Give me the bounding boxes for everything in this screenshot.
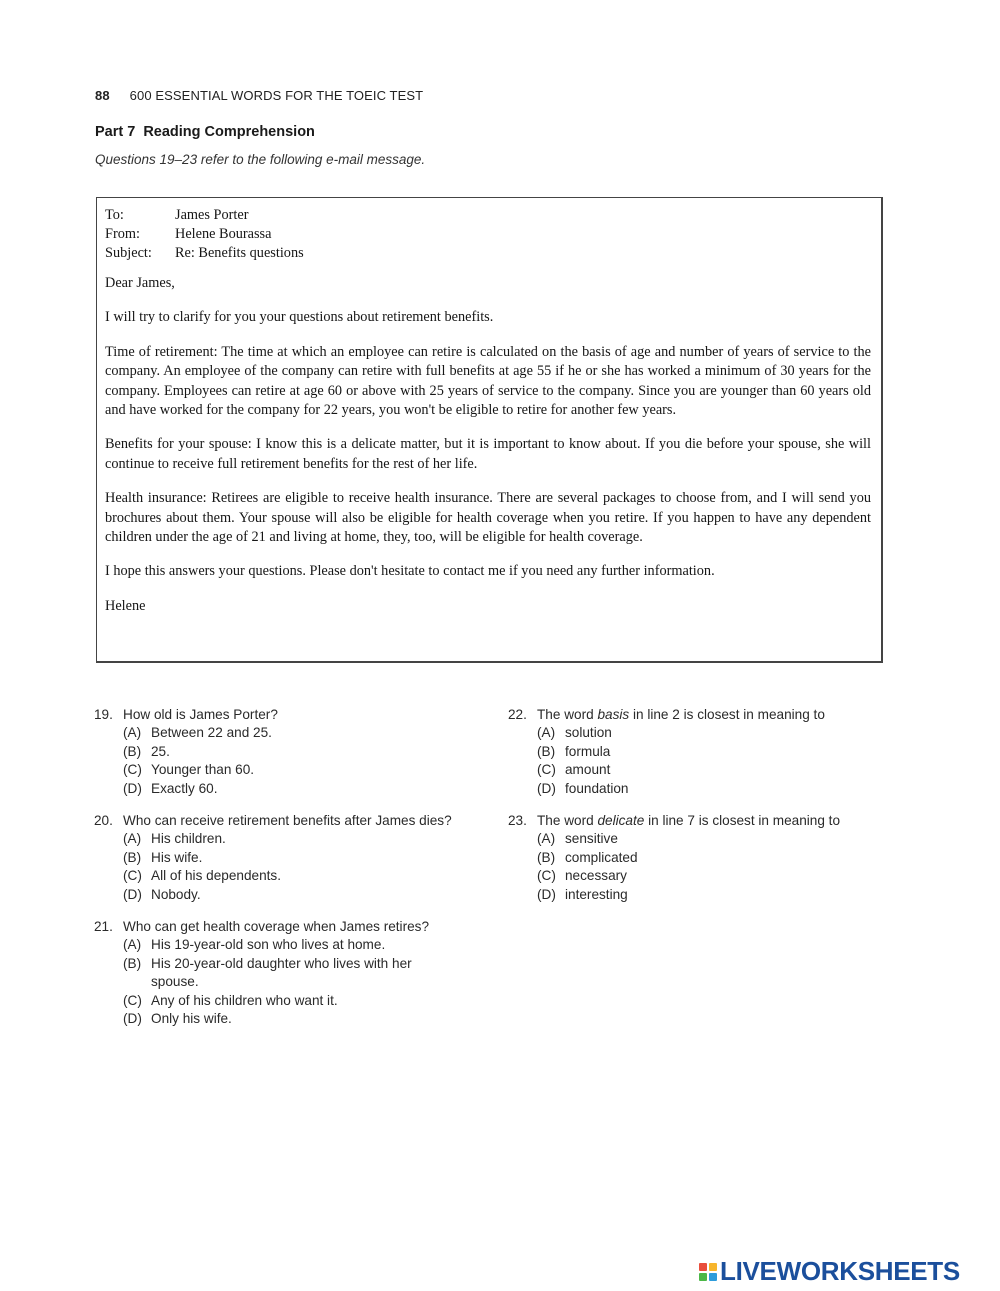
answer-option[interactable] (123, 955, 463, 992)
logo-mark-icon (699, 1263, 717, 1281)
email-from-label: From: (105, 226, 140, 242)
liveworksheets-logo[interactable] (699, 1256, 960, 1287)
question-19 (94, 706, 484, 798)
question-text: The word delicate in line 7 is closest in meaning to (537, 813, 841, 829)
option-text: All of his dependents. (151, 868, 281, 884)
questions-right-column (508, 706, 908, 918)
option-letter: (A) (123, 831, 142, 847)
email-subject-row (105, 244, 871, 263)
question-20 (94, 812, 484, 904)
email-paragraph: I will try to clarify for you your questions about retirement benefits. (105, 309, 494, 326)
question-text: How old is James Porter? (123, 707, 278, 722)
option-text: foundation (565, 780, 629, 796)
answer-option[interactable] (123, 830, 484, 848)
email-from-value: Helene Bourassa (175, 226, 272, 242)
answer-option[interactable] (123, 867, 484, 885)
question-number: 22. (508, 707, 527, 722)
answer-option[interactable] (123, 849, 484, 867)
email-subject-label: Subject: (105, 245, 152, 261)
option-letter: (D) (123, 1011, 142, 1027)
option-letter: (C) (123, 762, 142, 778)
option-text: necessary (565, 868, 627, 884)
email-to-label: To: (105, 207, 124, 223)
answer-option[interactable] (537, 780, 908, 798)
option-letter: (C) (123, 992, 142, 1008)
option-text: His 19-year-old son who lives at home. (151, 937, 386, 953)
question-text: The word basis in line 2 is closest in meaning to (537, 707, 825, 722)
option-text: complicated (565, 849, 638, 865)
option-letter: (A) (537, 725, 556, 741)
email-paragraph: I hope this answers your questions. Please don't hesitate to contact me if you need any further information. (105, 563, 715, 580)
question-text: Who can get health coverage when James retires? (123, 919, 430, 935)
option-text: interesting (565, 886, 628, 902)
option-text: formula (565, 743, 611, 759)
logo-text: LIVEWORKSHEETS (720, 1256, 960, 1286)
option-text: Any of his children who want it. (151, 992, 338, 1008)
book-title: 600 ESSENTIAL WORDS FOR THE TOEIC TEST (129, 88, 424, 103)
option-letter: (B) (123, 849, 142, 865)
email-paragraph: Benefits for your spouse: I know this is a delicate matter, but it is important to know about. If you die before your spouse, she will continue to receive full retirement benefits for the rest of her life. (105, 436, 871, 472)
option-text: Younger than 60. (151, 762, 255, 778)
keyword: basis (597, 707, 630, 722)
option-text: Between 22 and 25. (151, 725, 272, 741)
part-number: Part 7 (95, 124, 136, 140)
option-letter: (B) (537, 849, 556, 865)
question-number: 21. (94, 919, 113, 935)
option-text: Exactly 60. (151, 780, 218, 796)
option-letter: (B) (123, 743, 142, 759)
option-letter: (D) (123, 886, 142, 902)
option-text: 25. (151, 743, 170, 759)
option-text: His 20-year-old daughter who lives with her spouse. (151, 955, 412, 990)
option-text: Nobody. (151, 886, 201, 902)
answer-option[interactable] (123, 1010, 484, 1028)
option-letter: (B) (537, 743, 556, 759)
email-message (96, 197, 883, 663)
running-head (95, 88, 423, 103)
question-23 (508, 812, 908, 904)
option-letter: (D) (537, 780, 556, 796)
option-text: solution (565, 725, 612, 741)
part-name: Reading Comprehension (143, 124, 315, 140)
email-paragraph: Time of retirement: The time at which an employee can retire is calculated on the basis of age and number of years of service to the company. An employee of the company can retire with full benefits at age 55 if he or she has worked a minimum of 30 years for the company. Employees can retire at age 60 or above with 25 years of service to the company. Since you are younger than 60 years old and have worked for the company for 22 years, you won't be eligible to retire for another few years. (105, 343, 871, 419)
option-letter: (C) (537, 762, 556, 778)
question-number: 19. (94, 707, 113, 722)
question-text: Who can receive retirement benefits after James dies? (123, 813, 452, 829)
answer-option[interactable] (123, 761, 484, 779)
option-text: sensitive (565, 831, 618, 847)
option-letter: (B) (123, 955, 142, 971)
option-letter: (A) (123, 725, 142, 741)
logo-square (699, 1273, 707, 1281)
logo-square (709, 1273, 717, 1281)
email-from-row (105, 225, 871, 244)
email-to-row (105, 206, 871, 225)
answer-option[interactable] (123, 743, 484, 761)
part-title (95, 124, 315, 140)
answer-option[interactable] (537, 886, 908, 904)
question-number: 20. (94, 813, 113, 829)
logo-square (699, 1263, 707, 1271)
email-signature: Helene (105, 597, 146, 614)
question-22 (508, 706, 908, 798)
answer-option[interactable] (123, 936, 484, 954)
email-to-value: James Porter (175, 207, 249, 223)
answer-option[interactable] (123, 886, 484, 904)
questions-left-column (94, 706, 484, 1043)
option-text: His wife. (151, 849, 203, 865)
email-paragraph: Health insurance: Retirees are eligible to receive health insurance. There are several packages to choose from, and I will send you brochures about them. Your spouse will also be eligible for health coverage when you retire. If you happen to have any dependent children under the age of 21 and living at home, they, too, will be eligible for health coverage. (105, 490, 871, 546)
answer-option[interactable] (123, 780, 484, 798)
answer-option[interactable] (123, 992, 484, 1010)
answer-option[interactable] (537, 867, 908, 885)
answer-option[interactable] (537, 761, 908, 779)
option-letter: (C) (123, 868, 142, 884)
option-letter: (A) (537, 831, 556, 847)
option-text: amount (565, 762, 611, 778)
logo-square (709, 1263, 717, 1271)
option-letter: (A) (123, 937, 142, 953)
page-number: 88 (95, 88, 110, 103)
answer-option[interactable] (537, 724, 908, 742)
question-21 (94, 918, 484, 1028)
option-letter: (D) (537, 886, 556, 902)
answer-option[interactable] (537, 830, 908, 848)
option-letter: (C) (537, 868, 556, 884)
keyword: delicate (597, 813, 645, 829)
option-letter: (D) (123, 780, 142, 796)
email-subject-value: Re: Benefits questions (175, 245, 304, 261)
instructions: Questions 19–23 refer to the following e-mail message. (95, 152, 426, 167)
question-number: 23. (508, 813, 527, 829)
answer-option[interactable] (537, 743, 908, 761)
answer-option[interactable] (123, 724, 484, 742)
email-greeting: Dear James, (105, 275, 175, 291)
option-text: Only his wife. (151, 1011, 232, 1027)
option-text: His children. (151, 831, 226, 847)
answer-option[interactable] (537, 849, 908, 867)
